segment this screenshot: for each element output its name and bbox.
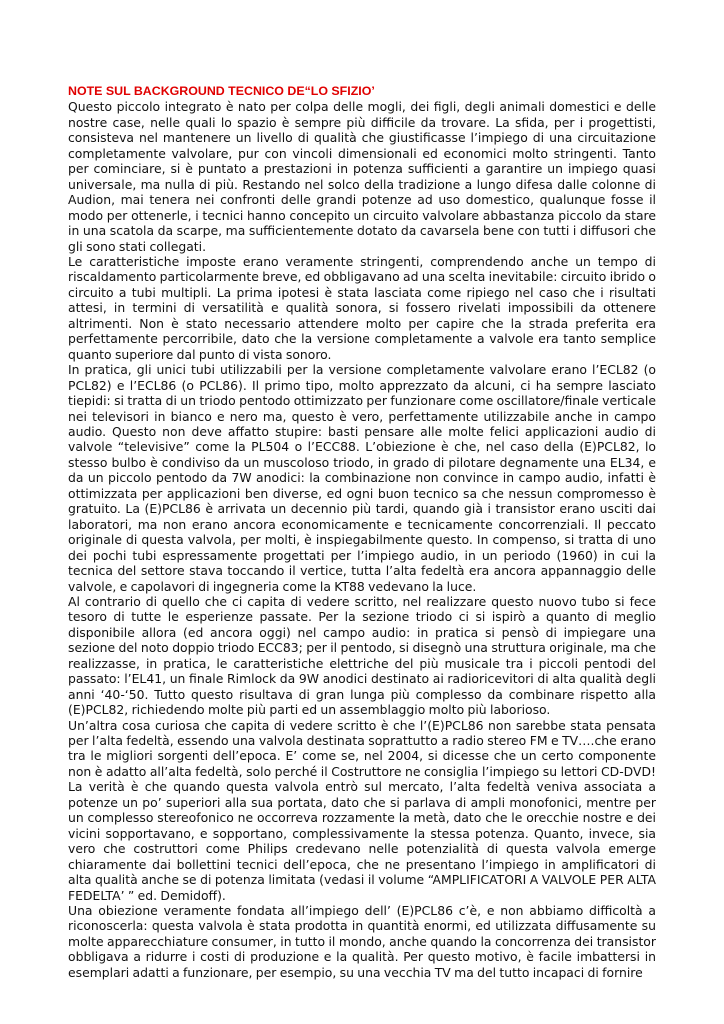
document-page	[68, 84, 656, 980]
paragraph-tube-choice: In pratica, gli unici tubi utilizzabili per la versione completamente valvolare erano l’ECL82 (o PCL82) e l’ECL86 (o PCL86). Il primo tipo, molto apprezzato da alcuni, ci ha sempre lasciato tiepidi: si tratta di un triodo pentodo ottimizzato per funzionare come oscillatore/finale verticale nei televisori in bianco e nero ma, questo è vero, perfettamente utilizzabile anche in campo audio. Questo non deve affatto stupire: basti pensare alle molte felici applicazioni audio di valvole “televisive” come la PL504 o l’ECC88. L’obiezione è che, nel caso della (E)PCL82, lo stesso bulbo è condiviso da un muscoloso triodo, in grado di pilotare degnamente una EL34, e da un piccolo pentodo da 7W anodici: la combinazione non convince in campo audio, infatti è ottimizzata per applicazioni ben diverse, ed ogni buon tecnico sa che nessun compromesso è gratuito. La (E)PCL86 è arrivata un decennio più tardi, quando già i transistor erano usciti dai laboratori, ma non erano ancora economicamente e tecnicamente concorrenziali. Il peccato originale di questa valvola, per molti, è inspiegabilmente questo. In compenso, si tratta di uno dei pochi tubi espressamente progettati per l’impiego audio, in un periodo (1960) in cui la tecnica del settore stava toccando il vertice, tutta l’alta fedeltà era ancora appannaggio delle valvole, e capolavori di ingegneria come la KT88 vedevano la luce.	[68, 362, 656, 594]
document-title: NOTE SUL BACKGROUND TECNICO DE“LO SFIZIO’	[68, 84, 375, 98]
paragraph-hifi-suitability: Un’altra cosa curiosa che capita di vedere scritto è che l’(E)PCL86 non sarebbe stata pensata per l’alta fedeltà, essendo una valvola destinata soprattutto a radio stereo FM e TV….che erano tra le migliori sorgenti dell’epoca. E’ come se, nel 2004, si dicesse che un certo componente non è adatto all’alta fedeltà, solo perché il Costruttore ne consiglia l’impiego su lettori CD-DVD! La verità è che quando questa valvola entrò sul mercato, l’alta fedeltà veniva associata a potenze un po’ superiori alla sua portata, dato che si parlava di ampli monofonici, mentre per un complesso stereofonico ne occorreva rozzamente la metà, dato che le orecchie nostre e dei vicini sopportavano, e sopportano, complessivamente la stessa potenza. Quanto, invece, sia vero che costruttori come Philips credevano nelle potenzialità di questa valvola emerge chiaramente dai bollettini tecnici dell’epoca, che ne presentano l’impiego in amplificatori di alta qualità anche se di potenza limitata (vedasi il volume “AMPLIFICATORI A VALVOLE PER ALTA FEDELTA’ ” ed. Demidoff).	[68, 717, 656, 903]
paragraph-intro: Questo piccolo integrato è nato per colpa delle mogli, dei figli, degli animali domestici e delle nostre case, nelle quali lo spazio è sempre più difficile da trovare. La sfida, per i progettisti, consisteva nel mantenere un livello di qualità che giustificasse l’impiego di una circuitazione completamente valvolare, pur con vincoli dimensionali ed economici molto stringenti. Tanto per cominciare, si è puntato a prestazioni in potenza sufficienti a garantire un impiego quasi universale, ma nulla di più. Restando nel solco della tradizione a lungo difesa dalle colonne di Audion, mai tenera nei confronti delle grandi potenze ad uso domestico, qualunque fosse il modo per ottenerle, i tecnici hanno concepito un circuito valvolare abbastanza piccolo da stare in una scatola da scarpe, ma sufficientemente dotato da cavarsela bene con tutti i diffusori che gli sono stati collegati.	[68, 99, 656, 254]
paragraph-constraints: Le caratteristiche imposte erano veramente stringenti, comprendendo anche un tempo di riscaldamento particolarmente breve, ed obbligavano ad una scelta inevitabile: circuito ibrido o circuito a tubi multipli. La prima ipotesi è stata lasciata come ripiego nel caso che i risultati attesi, in termini di versatilità e qualità sonora, si fossero rivelati impossibili da ottenere altrimenti. Non è stato necessario attendere molto per capire che la strada preferita era perfettamente percorribile, dato che la versione completamente a valvole era tanto semplice quanto superiore dal punto di vista sonoro.	[68, 253, 656, 362]
paragraph-objection: Una obiezione veramente fondata all’impiego dell’ (E)PCL86 c’è, e non abbiamo difficoltà a riconoscerla: questa valvola è stata prodotta in quantità enormi, ed utilizzata diffusamente su molte apparecchiature consumer, in tutto il mondo, anche quando la concorrenza dei transistor obbligava a ridurre i costi di produzione e la qualità. Per questo motivo, è facile imbattersi in esemplari adatti a funzionare, per esempio, su una vecchia TV ma del tutto incapaci di fornire	[68, 903, 656, 980]
paragraph-design-history: Al contrario di quello che ci capita di vedere scritto, nel realizzare questo nuovo tubo si fece tesoro di tutte le esperienze passate. Per la sezione triodo ci si ispirò a quanto di meglio disponibile allora (ed ancora oggi) nel campo audio: in pratica si pensò di impiegare una sezione del noto doppio triodo ECC83; per il pentodo, si disegnò una struttura originale, ma che realizzasse, in pratica, le caratteristiche elettriche del più musicale tra i piccoli pentodi del passato: l’EL41, un finale Rimlock da 9W anodici destinato ai radioricevitori di alta qualità degli anni ‘40-‘50. Tutto questo risultava di gran lunga più complesso da combinare rispetto alla (E)PCL82, richiedendo molte più parti ed un assemblaggio molto più laborioso.	[68, 593, 656, 718]
